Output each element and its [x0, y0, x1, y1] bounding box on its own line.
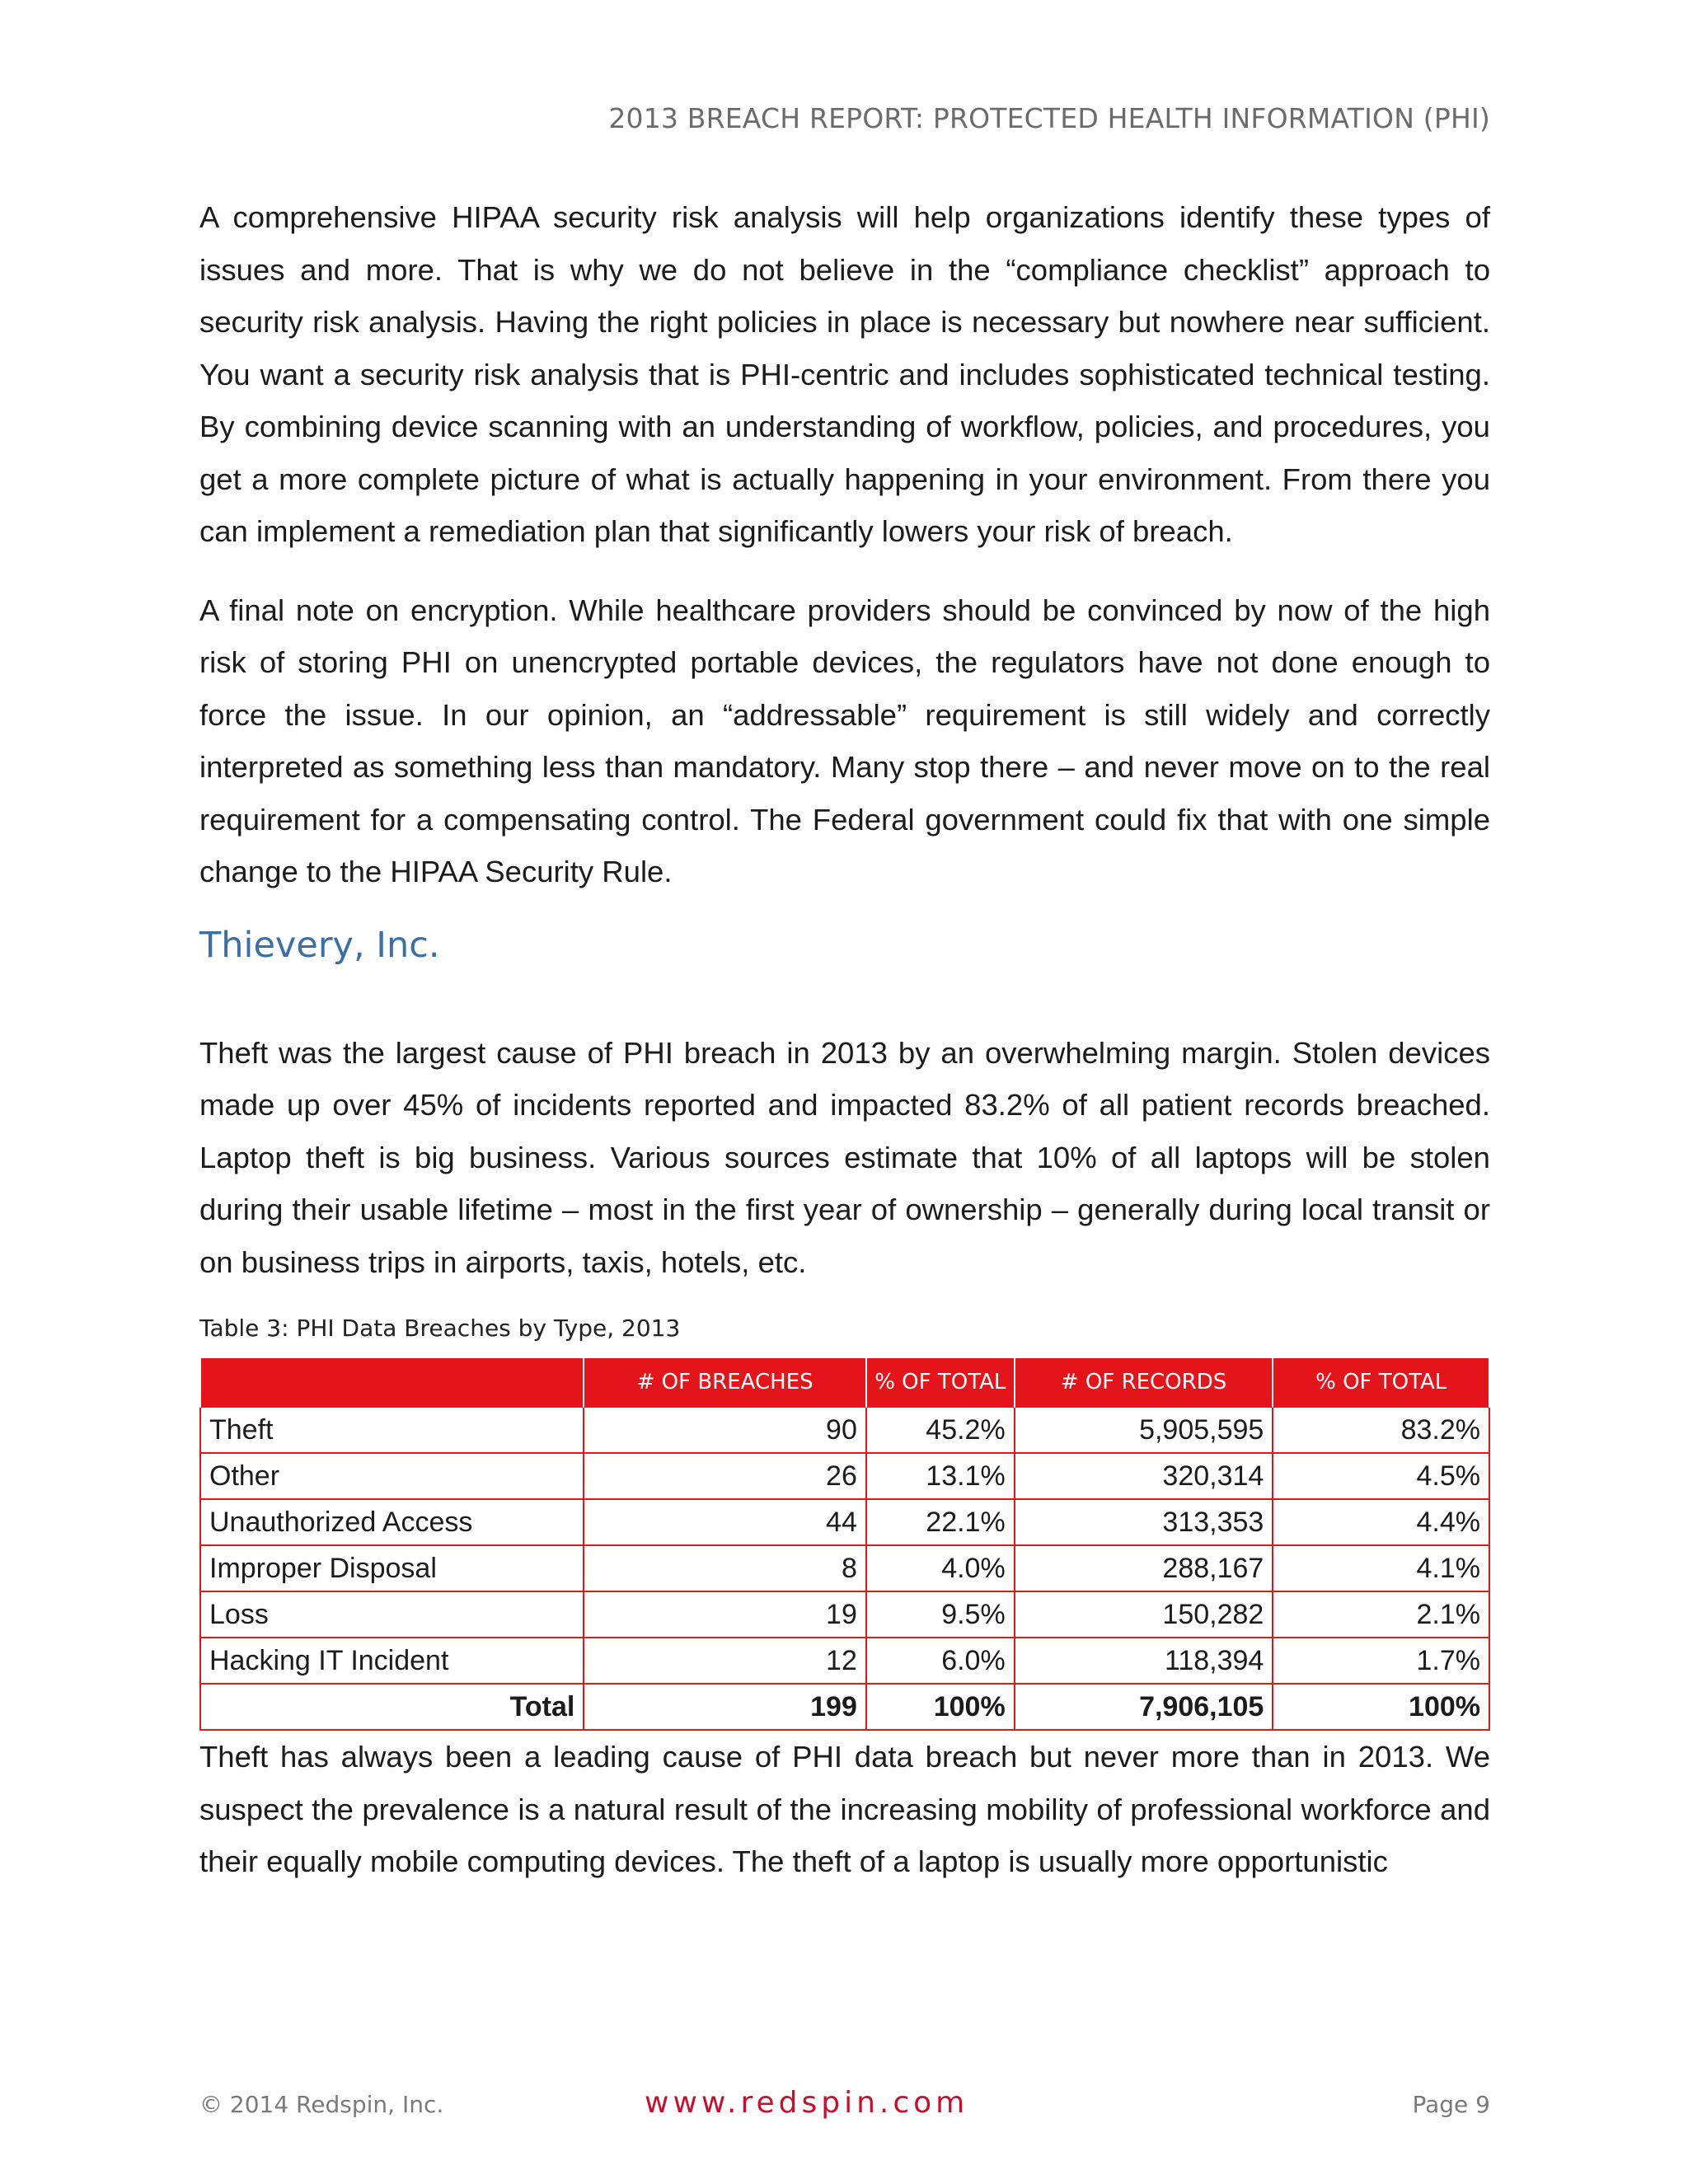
cell-record-pct: 4.5%: [1273, 1453, 1489, 1499]
cell-breach-pct: 22.1%: [866, 1499, 1015, 1545]
cell-records: 320,314: [1015, 1453, 1273, 1499]
cell-total-records: 7,906,105: [1015, 1684, 1273, 1730]
paragraph-encryption: A final note on encryption. While healthcare providers should be convinced by now of the high risk of storing PHI on unencrypted portable devices, the regulators have not done enough to force the issue. In our opinion, an “addressable” requirement is still widely and correctly interpreted as something less than mandatory. Many stop there – and never move on to the real requirement for a compensating control. The Federal government could fix that with one simple change to the HIPAA Security Rule.: [199, 593, 1490, 888]
cell-breaches: 26: [584, 1453, 865, 1499]
cell-breach-pct: 45.2%: [866, 1407, 1015, 1453]
cell-breaches: 8: [584, 1545, 865, 1591]
cell-records: 150,282: [1015, 1591, 1273, 1638]
table-caption: Table 3: PHI Data Breaches by Type, 2013: [199, 1315, 681, 1342]
cell-breaches: 19: [584, 1591, 865, 1638]
table-row: [200, 1499, 1489, 1545]
cell-record-pct: 4.1%: [1273, 1545, 1489, 1591]
cell-total-breaches: 199: [584, 1684, 865, 1730]
cell-record-pct: 4.4%: [1273, 1499, 1489, 1545]
cell-type: Improper Disposal: [200, 1545, 584, 1591]
paragraph-risk-analysis: A comprehensive HIPAA security risk analysis will help organizations identify these types of issues and more. That is why we do not believe in the “compliance checklist” approach to security risk analysis. Having the right policies in place is necessary but nowhere near sufficient. You want a security risk analysis that is PHI-centric and includes sophisticated technical testing. By combining device scanning with an understanding of workflow, policies, and procedures, you get a more complete picture of what is actually happening in your environment. From there you can implement a remediation plan that significantly lowers your risk of breach.: [199, 200, 1490, 548]
header-cell-breach-pct: % OF TOTAL: [866, 1358, 1015, 1407]
header-cell-breaches: # OF BREACHES: [584, 1358, 865, 1407]
table-row: [200, 1407, 1489, 1453]
cell-type: Loss: [200, 1591, 584, 1638]
cell-record-pct: 1.7%: [1273, 1638, 1489, 1684]
cell-breach-pct: 6.0%: [866, 1638, 1015, 1684]
paragraph-theft-trend: Theft has always been a leading cause of PHI data breach but never more than in 2013. We suspect the prevalence is a natural result of the increasing mobility of professional workforce and their equally mobile computing devices. The theft of a laptop is usually more opportunistic: [199, 1740, 1490, 1878]
cell-records: 118,394: [1015, 1638, 1273, 1684]
page-content: [199, 191, 1490, 1915]
table-header-row: [200, 1358, 1489, 1407]
header-cell-records: # OF RECORDS: [1015, 1358, 1273, 1407]
cell-record-pct: 2.1%: [1273, 1591, 1489, 1638]
cell-type: Unauthorized Access: [200, 1499, 584, 1545]
cell-breaches: 12: [584, 1638, 865, 1684]
footer-website-link[interactable]: www.redspin.com: [645, 2086, 969, 2120]
cell-total-label: Total: [200, 1684, 584, 1730]
cell-breaches: 44: [584, 1499, 865, 1545]
breach-table: [199, 1358, 1490, 1731]
table-row: [200, 1545, 1489, 1591]
footer-page-number: Page 9: [1412, 2091, 1490, 2118]
cell-breaches: 90: [584, 1407, 865, 1453]
cell-record-pct: 83.2%: [1273, 1407, 1489, 1453]
cell-breach-pct: 4.0%: [866, 1545, 1015, 1591]
section-heading: Thievery, Inc.: [199, 924, 440, 966]
table-row: [200, 1638, 1489, 1684]
header-cell-record-pct: % OF TOTAL: [1273, 1358, 1489, 1407]
page-footer: [199, 2086, 1490, 2124]
cell-total-breach-pct: 100%: [866, 1684, 1015, 1730]
cell-total-record-pct: 100%: [1273, 1684, 1489, 1730]
cell-records: 313,353: [1015, 1499, 1273, 1545]
header-cell-type: [200, 1358, 584, 1407]
cell-breach-pct: 9.5%: [866, 1591, 1015, 1638]
cell-type: Hacking IT Incident: [200, 1638, 584, 1684]
table-row: [200, 1453, 1489, 1499]
cell-records: 288,167: [1015, 1545, 1273, 1591]
cell-type: Other: [200, 1453, 584, 1499]
table-total-row: [200, 1684, 1489, 1730]
cell-breach-pct: 13.1%: [866, 1453, 1015, 1499]
cell-records: 5,905,595: [1015, 1407, 1273, 1453]
table-row: [200, 1591, 1489, 1638]
page-header: 2013 BREACH REPORT: PROTECTED HEALTH INFORMATION (PHI): [608, 102, 1490, 134]
footer-copyright: © 2014 Redspin, Inc.: [199, 2091, 444, 2118]
paragraph-theft: Theft was the largest cause of PHI breach in 2013 by an overwhelming margin. Stolen devices made up over 45% of incidents reported and impacted 83.2% of all patient records breached. Laptop theft is big business. Various sources estimate that 10% of all laptops will be stolen during their usable lifetime – most in the first year of ownership – generally during local transit or on business trips in airports, taxis, hotels, etc.: [199, 1035, 1490, 1279]
cell-type: Theft: [200, 1407, 584, 1453]
